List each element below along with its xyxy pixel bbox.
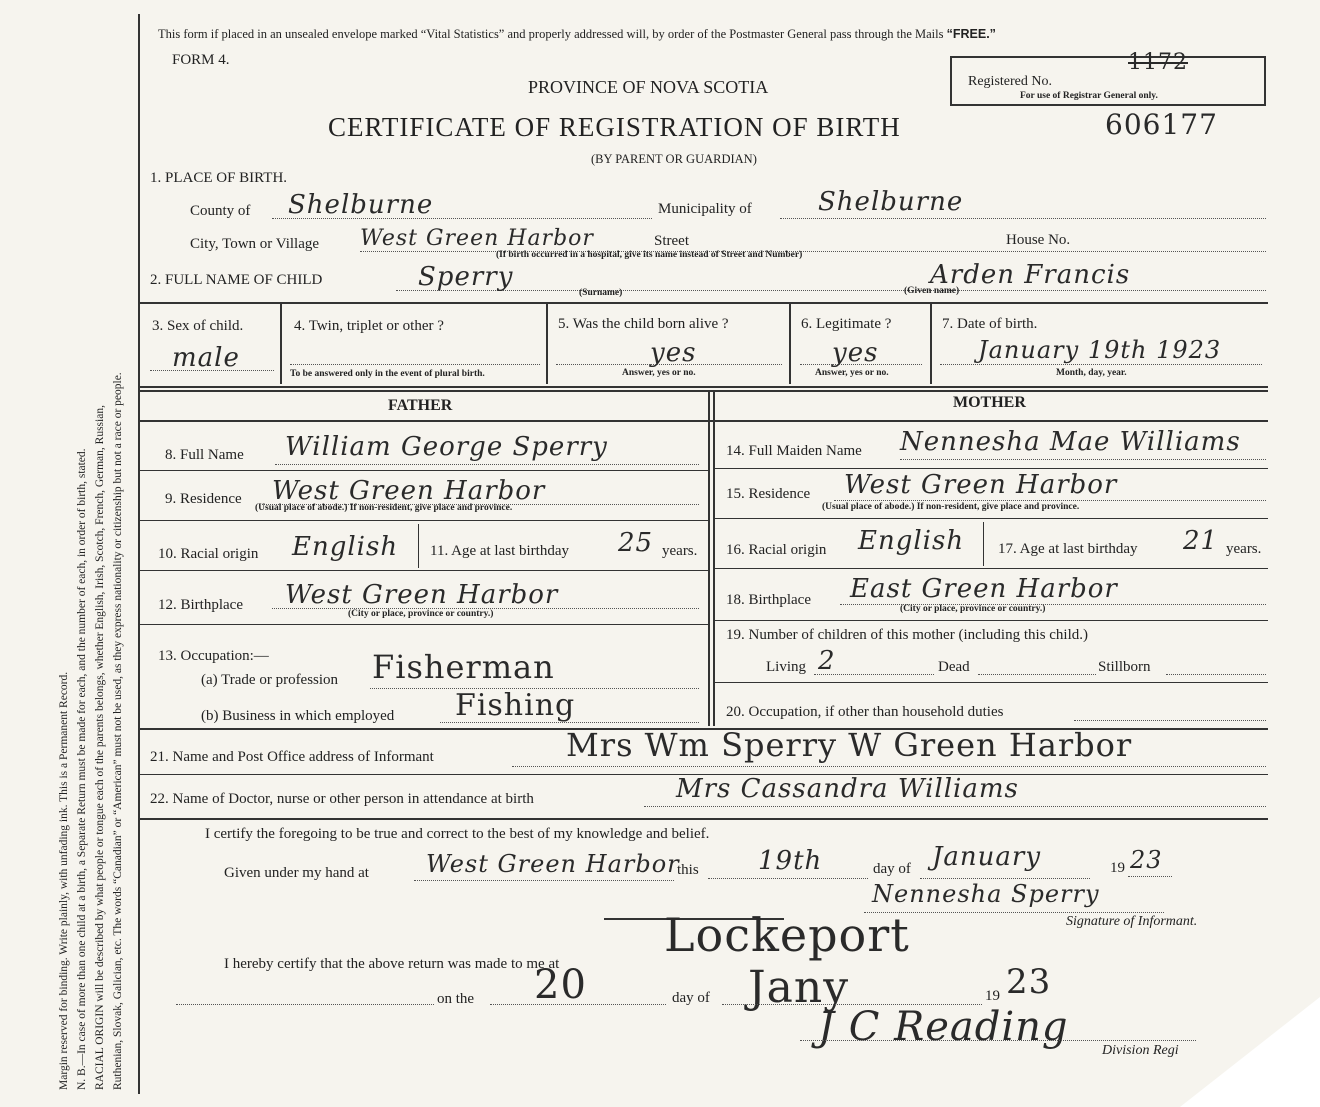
given-at-value: West Green Harbor	[426, 850, 680, 878]
certificate-title: CERTIFICATE OF REGISTRATION OF BIRTH	[328, 112, 901, 142]
father-race-value: English	[292, 532, 399, 562]
hospital-note: (If birth occurred in a hospital, give its name instead of Street and Number)	[496, 250, 803, 260]
reg-year-value: 23	[1006, 962, 1052, 1002]
informant-label: 21. Name and Post Office address of Informant	[150, 749, 434, 765]
alive-note: Answer, yes or no.	[622, 368, 696, 378]
mother-residence-value: West Green Harbor	[844, 470, 1118, 500]
twin-label: 4. Twin, triplet or other ?	[294, 318, 444, 334]
form-number: FORM 4.	[172, 52, 230, 68]
municipality-value: Shelburne	[818, 187, 964, 217]
year-value: 23	[1130, 846, 1163, 874]
parents-divider-2	[713, 390, 715, 726]
registrar-sig-line	[800, 1040, 1196, 1041]
registered-note: For use of Registrar General only.	[1020, 91, 1158, 101]
row3-bottom	[140, 386, 1268, 388]
parents-top	[140, 390, 1268, 392]
full-name-line	[396, 290, 1266, 291]
county-label: County of	[190, 203, 251, 219]
dead-label: Dead	[938, 659, 970, 675]
alive-value: yes	[650, 338, 697, 368]
mother-age-years: years.	[1226, 541, 1262, 557]
living-value: 2	[818, 646, 836, 676]
city-label: City, Town or Village	[190, 236, 320, 252]
reg-place-value: Lockeport	[664, 908, 910, 962]
this-label: this	[677, 862, 699, 878]
day-of-label: day of	[873, 861, 911, 877]
mother-heading: MOTHER	[953, 394, 1026, 411]
informant-value: Mrs Wm Sperry W Green Harbor	[566, 726, 1133, 764]
signature-informant-label: Signature of Informant.	[1066, 914, 1198, 929]
on-the-label: on the	[437, 991, 475, 1007]
dob-line	[940, 364, 1262, 365]
father-residence-label: 9. Residence	[165, 491, 242, 507]
dob-note: Month, day, year.	[1056, 368, 1127, 378]
certify-text: I certify the foregoing to be true and correct to the best of my knowledge and belief.	[205, 826, 710, 842]
side-note-4: Ruthenian, Slovak, Galician, etc. The words “Canadian” or “American” must not be used, as they express nationality or citizenship but not a race or people.	[112, 372, 124, 1090]
full-name-label: 2. FULL NAME OF CHILD	[150, 272, 323, 288]
month-line	[920, 878, 1090, 879]
f-row2	[140, 520, 708, 521]
given-at-line	[414, 880, 674, 881]
mother-occupation-label: 20. Occupation, if other than household duties	[726, 704, 1004, 720]
reg-day-of-label: day of	[672, 990, 710, 1006]
division-registrar-label: Division Regi	[1102, 1043, 1179, 1058]
father-city-note: (City or place, province or country.)	[348, 609, 494, 619]
dob-value: January 19th 1923	[978, 336, 1222, 364]
reg-year-prefix: 19	[985, 988, 1000, 1004]
father-name-value: William George Sperry	[285, 432, 608, 462]
stillborn-label: Stillborn	[1098, 659, 1151, 675]
sex-label: 3. Sex of child.	[152, 318, 244, 334]
year-line	[1128, 876, 1172, 877]
mother-city-note: (City or place, province or country.)	[900, 604, 1046, 614]
mother-name-label: 14. Full Maiden Name	[726, 443, 862, 459]
mail-notice: This form if placed in an unsealed envelope marked “Vital Statistics” and properly addressed will, by order of the Postmaster General pass through the Mails “FREE.”	[158, 27, 996, 41]
hereby-label: I hereby certify that the above return was made to me at	[224, 956, 560, 972]
torn-corner	[1180, 997, 1320, 1107]
father-birthplace-label: 12. Birthplace	[158, 597, 243, 613]
municipality-label: Municipality of	[658, 201, 752, 217]
occupation-b-value: Fishing	[455, 688, 576, 723]
mother-birthplace-label: 18. Birthplace	[726, 592, 811, 608]
m-row4	[714, 620, 1268, 621]
father-heading: FATHER	[388, 397, 453, 414]
row22-bottom	[140, 818, 1268, 820]
county-value: Shelburne	[288, 190, 434, 220]
f-row4	[140, 624, 708, 625]
row3-div3	[789, 304, 791, 384]
occupation-b-label: (b) Business in which employed	[201, 708, 395, 724]
f-row1	[140, 470, 708, 471]
mother-age-value: 21	[1183, 526, 1219, 556]
father-abode-note: (Usual place of abode.) If non-resident, give place and province.	[255, 503, 513, 513]
given-name-value: Arden Francis	[930, 260, 1131, 290]
father-age-years: years.	[662, 543, 698, 559]
certificate-subtitle: (BY PARENT OR GUARDIAN)	[591, 152, 757, 166]
row3-div1	[280, 304, 282, 384]
side-note-1: Margin reserved for binding. Write plainly, with unfading ink. This is a Permanent Record.	[58, 671, 70, 1090]
certificate-number: 606177	[1105, 108, 1218, 141]
given-at-label: Given under my hand at	[224, 865, 369, 881]
f-race-div	[418, 524, 419, 568]
doctor-line	[644, 806, 1266, 807]
mother-abode-note: (Usual place of abode.) If non-resident, give place and province.	[822, 502, 1080, 512]
month-value: January	[932, 842, 1042, 872]
mother-residence-line	[834, 500, 1266, 501]
surname-value: Sperry	[418, 262, 514, 292]
father-residence-value: West Green Harbor	[272, 476, 546, 506]
day-value: 19th	[758, 846, 823, 876]
registered-value: 1172	[1128, 50, 1188, 75]
parents-head-line	[140, 420, 1268, 422]
legit-line	[800, 364, 922, 365]
father-age-label: 11. Age at last birthday	[430, 543, 569, 559]
city-value: West Green Harbor	[360, 226, 594, 251]
row3-div4	[930, 304, 932, 384]
mother-birthplace-value: East Green Harbor	[850, 574, 1118, 604]
m-row5	[714, 682, 1268, 683]
twin-note: To be answered only in the event of plural birth.	[290, 369, 485, 379]
margin-rule	[138, 14, 140, 1094]
side-note-3: RACIAL ORIGIN will be described by what people or tongue each of the parents belongs, whether English, Irish, Scotch, French, German, Russian,	[94, 405, 106, 1090]
municipality-line	[780, 218, 1266, 219]
registrar-signature: J C Reading	[818, 1004, 1069, 1050]
occupation-a-value: Fisherman	[372, 648, 555, 686]
mother-name-line	[900, 459, 1266, 460]
reg-month-value: Jany	[748, 962, 850, 1013]
sex-value: male	[172, 343, 240, 373]
father-age-value: 25	[618, 528, 654, 558]
place-of-birth-label: 1. PLACE OF BIRTH.	[150, 170, 288, 186]
father-race-label: 10. Racial origin	[158, 546, 259, 562]
reg-place-line	[176, 1004, 434, 1005]
children-label: 19. Number of children of this mother (including this child.)	[726, 627, 1089, 643]
side-note-2: N. B.—In case of more than one child at a birth, a Separate Return must be made for each, and the number of each, in order of birth, stated.	[76, 448, 88, 1090]
m-row2	[714, 518, 1268, 519]
occupation-b-line	[440, 722, 699, 723]
row3-top	[140, 302, 1268, 304]
street-label: Street	[654, 233, 689, 249]
day-line	[708, 878, 868, 879]
occupation-a-label: (a) Trade or profession	[201, 672, 339, 688]
parents-divider	[708, 390, 710, 726]
surname-note: (Surname)	[579, 288, 623, 298]
mother-occupation-line	[1074, 720, 1266, 721]
legit-label: 6. Legitimate ?	[801, 316, 892, 332]
f-row3	[140, 570, 708, 571]
informant-line	[512, 766, 1266, 767]
mother-race-label: 16. Racial origin	[726, 542, 827, 558]
m-row1	[714, 468, 1268, 469]
house-label: House No.	[1006, 232, 1071, 248]
reg-day-value: 20	[534, 962, 587, 1008]
informant-signature: Nennesha Sperry	[872, 880, 1100, 908]
alive-line	[556, 364, 782, 365]
mother-residence-label: 15. Residence	[726, 486, 811, 502]
m-row3	[714, 568, 1268, 569]
free-mark: “FREE.”	[946, 27, 996, 41]
row3-div2	[546, 304, 548, 384]
registered-box	[950, 50, 1266, 106]
father-birthplace-value: West Green Harbor	[285, 580, 559, 610]
living-label: Living	[766, 659, 806, 675]
reg-day-line	[490, 1004, 666, 1005]
given-name-note: (Given name)	[904, 286, 960, 296]
dob-label: 7. Date of birth.	[942, 316, 1038, 332]
living-line	[814, 674, 934, 675]
province-heading: PROVINCE OF NOVA SCOTIA	[528, 77, 769, 97]
year-prefix: 19	[1110, 860, 1125, 876]
father-name-label: 8. Full Name	[165, 447, 244, 463]
m-race-div	[983, 522, 984, 566]
doctor-label: 22. Name of Doctor, nurse or other person in attendance at birth	[150, 791, 534, 807]
mother-age-label: 17. Age at last birthday	[998, 541, 1138, 557]
stillborn-line	[1166, 674, 1266, 675]
father-name-line	[275, 464, 699, 465]
legit-note: Answer, yes or no.	[815, 368, 889, 378]
doctor-value: Mrs Cassandra Williams	[676, 774, 1019, 804]
legit-value: yes	[832, 338, 879, 368]
mother-race-value: English	[858, 526, 965, 556]
mother-name-value: Nennesha Mae Williams	[900, 427, 1241, 457]
registered-label: Registered No.	[968, 74, 1052, 89]
alive-label: 5. Was the child born alive ?	[558, 316, 729, 332]
sex-line	[150, 370, 274, 371]
occupation-label: 13. Occupation:—	[158, 648, 269, 664]
twin-line	[290, 364, 540, 365]
dead-line	[978, 674, 1096, 675]
